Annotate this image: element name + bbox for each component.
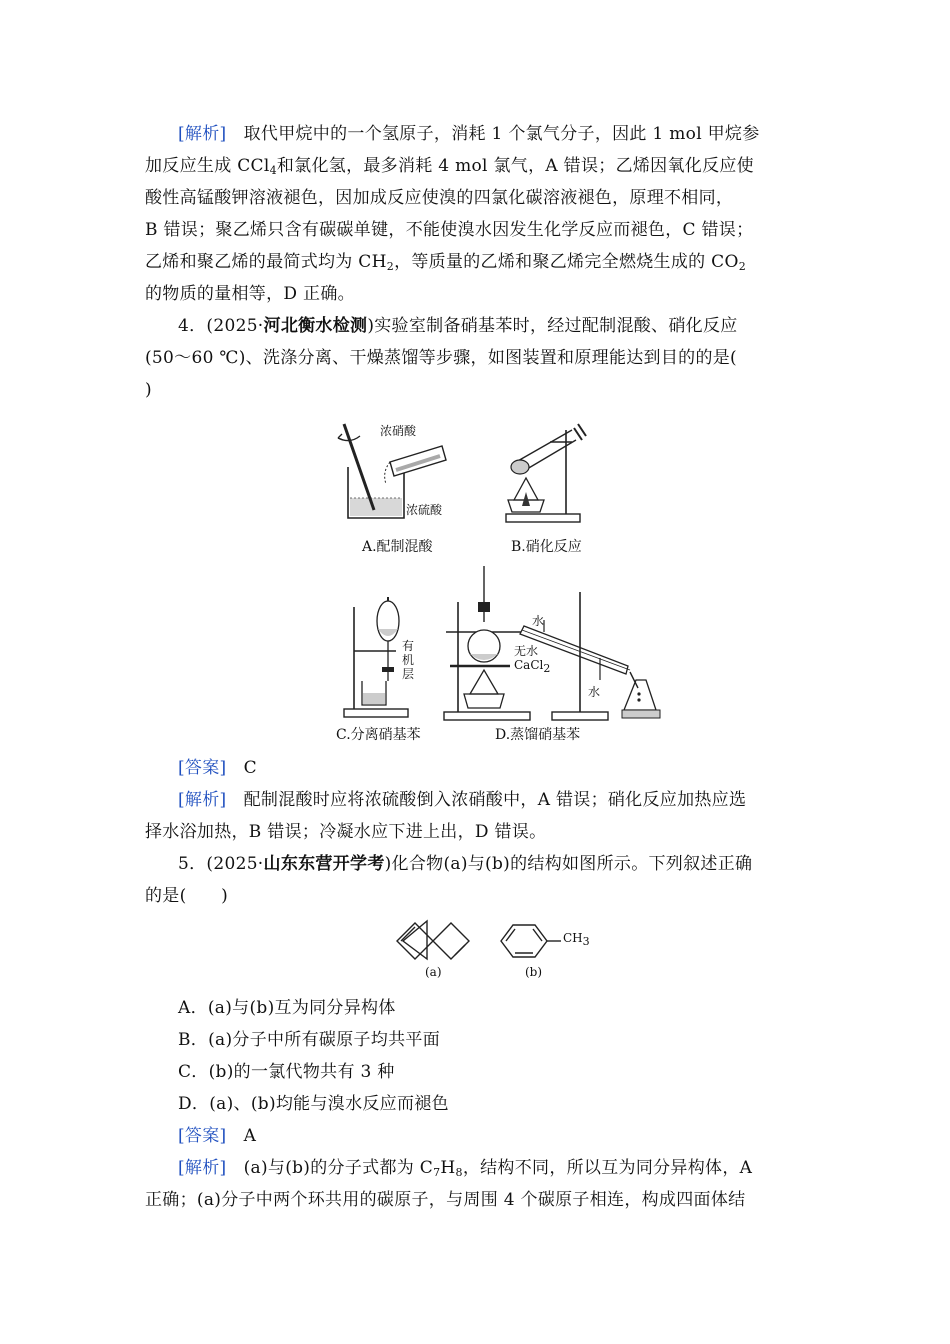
- label-anhydrous-cacl2: 无水 CaCl$_2$: [514, 644, 551, 675]
- q5-answer-line: [178, 1120, 807, 1152]
- q5-stem-line-1: 5．(2025·山东东营开学考)化合物(a)与(b)的结构如图所示。下列叙述正确: [178, 854, 753, 874]
- analysis-tag: [解析]: [178, 1158, 227, 1178]
- q4-stem-line-1: 4．(2025·河北衡水检测)实验室制备硝基苯时，经过配制混酸、硝化反应: [178, 316, 738, 336]
- q5-option-d: D．(a)、(b)均能与溴水反应而褪色: [178, 1094, 449, 1114]
- label-conc-nitric: 浓硝酸: [380, 424, 417, 438]
- spiro-molecule-a: [397, 923, 469, 959]
- answer-tag: [答案]: [178, 1126, 227, 1146]
- caption-b: B.硝化反应: [511, 539, 582, 555]
- q5-answer: A: [243, 1126, 257, 1146]
- label-water-in: 水: [532, 614, 545, 628]
- label-b: (b): [525, 965, 543, 979]
- q3-analysis-line-4: B 错误；聚乙烯只含有碳碳单键，不能使溴水因发生化学反应而褪色，C 错误；: [145, 220, 754, 240]
- label-conc-sulfuric: 浓硫酸: [406, 503, 443, 517]
- apparatus-c-figure: [340, 585, 430, 720]
- q5-stem-line-2: 的是( ): [145, 886, 229, 906]
- apparatus-b-figure: [500, 420, 590, 528]
- label-organic-layer: 有 机 层: [402, 639, 415, 681]
- q4-answer-line: [178, 752, 807, 784]
- q4-source: 河北衡水检测: [263, 316, 368, 336]
- label-a: (a): [425, 965, 442, 979]
- q5-option-c: C．(b)的一氯代物共有 3 种: [178, 1062, 395, 1082]
- caption-a: A.配制混酸: [362, 539, 433, 555]
- q4-analysis-line-1: [解析] 配制混酸时应将浓硫酸倒入浓硝酸中，A 错误；硝化反应加热应选: [178, 790, 747, 810]
- apparatus-d-figure: [440, 562, 662, 722]
- q4-analysis-line-2: 择水浴加热，B 错误；冷凝水应下进上出，D 错误。: [145, 822, 547, 842]
- q5-analysis-line-1: [解析] (a)与(b)的分子式都为 $C_7H_8$，结构不同，所以互为同分异构体，A: [178, 1158, 753, 1179]
- q5-analysis-line-2: 正确；(a)分子中两个环共用的碳原子，与周围 4 个碳原子相连，构成四面体结: [145, 1190, 746, 1210]
- toluene-molecule-b: [501, 925, 561, 957]
- ch3-label: $CH_3$: [563, 931, 590, 948]
- q5-option-a: A．(a)与(b)互为同分异构体: [178, 998, 396, 1018]
- analysis-tag: [解析]: [178, 124, 227, 144]
- q3-analysis-line-6: 的物质的量相等，D 正确。: [145, 284, 355, 304]
- q3-analysis-line-1: [解析] 取代甲烷中的一个氢原子，消耗 1 个氯气分子，因此 1 mol 甲烷参: [178, 124, 760, 144]
- q5-source: 山东东营开学考: [263, 854, 385, 874]
- answer-tag: [答案]: [178, 758, 227, 778]
- q4-stem-line-3: ): [145, 380, 152, 400]
- q5-option-b: B．(a)分子中所有碳原子均共平面: [178, 1030, 440, 1050]
- q4-stem-line-2: (50～60 ℃)、洗涤分离、干燥蒸馏等步骤，如图装置和原理能达到目的的是(: [145, 348, 737, 368]
- analysis-tag: [解析]: [178, 790, 227, 810]
- q3-analysis-line-5: 乙烯和聚乙烯的最简式均为 $CH_2$，等质量的乙烯和聚乙烯完全燃烧生成的 $CO_2$: [145, 252, 747, 273]
- q4-answer: C: [243, 758, 257, 778]
- label-water-out: 水: [588, 685, 601, 699]
- q3-analysis-line-2: 加反应生成 CCl$_4$和氯化氢，最多消耗 4 mol 氯气，A 错误；乙烯因氧化反应使: [145, 156, 754, 177]
- caption-c: C.分离硝基苯: [336, 727, 421, 743]
- caption-d: D.蒸馏硝基苯: [495, 727, 581, 743]
- q3-analysis-line-3: 酸性高锰酸钾溶液褪色，因加成反应使溴的四氯化碳溶液褪色，原理不相同，: [145, 188, 734, 208]
